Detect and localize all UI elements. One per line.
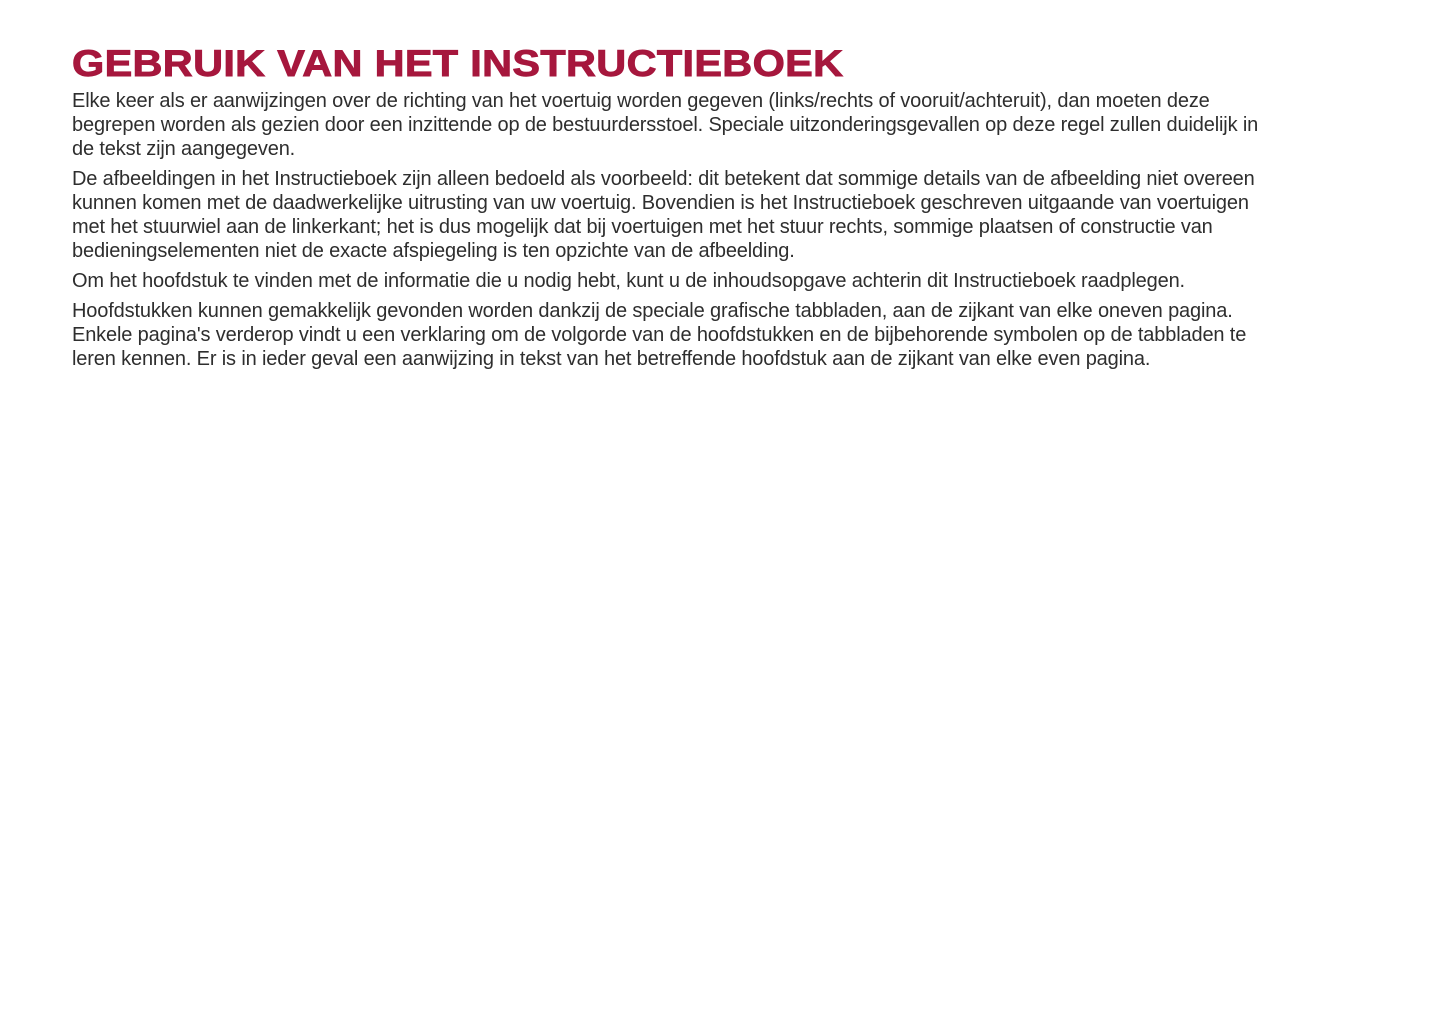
paragraph-directions: Elke keer als er aanwijzingen over de richting van het voertuig worden gegeven (links/rechts of vooruit/achteruit), dan moeten deze begrepen worden als gezien door een inzittende op de bestuurdersstoel. Speciale uitzonderingsgevallen op deze regel zullen duidelijk in de tekst zijn aangegeven. [72, 90, 1259, 160]
page-title: GEBRUIK VAN HET INSTRUCTIEBOEK [72, 43, 844, 84]
paragraph-table-of-contents: Om het hoofdstuk te vinden met de informatie die u nodig hebt, kunt u de inhoudsopgave achterin dit Instructieboek raadplegen. [72, 270, 1185, 292]
paragraph-illustrations: De afbeeldingen in het Instructieboek zijn alleen bedoeld als voorbeeld: dit betekent dat sommige details van de afbeelding niet overeen kunnen komen met de daadwerkelijke uitrusting van uw voertuig. Bovendien is het Instructieboek geschreven uitgaande van voertuigen met het stuurwiel aan de linkerkant; het is dus mogelijk dat bij voertuigen met het stuur rechts, sommige plaatsen of constructie van bedieningselementen niet de exacte afspiegeling is ten opzichte van de afbeelding. [72, 168, 1255, 262]
document-page [72, 44, 1272, 371]
paragraph-chapter-tabs: Hoofdstukken kunnen gemakkelijk gevonden worden dankzij de speciale grafische tabbladen, aan de zijkant van elke oneven pagina. Enkele pagina's verderop vindt u een verklaring om de volgorde van de hoofdstukken en de bijbehorende symbolen op de tabbladen te leren kennen. Er is in ieder geval een aanwijzing in tekst van het betreffende hoofdstuk aan de zijkant van elke even pagina. [72, 300, 1247, 370]
